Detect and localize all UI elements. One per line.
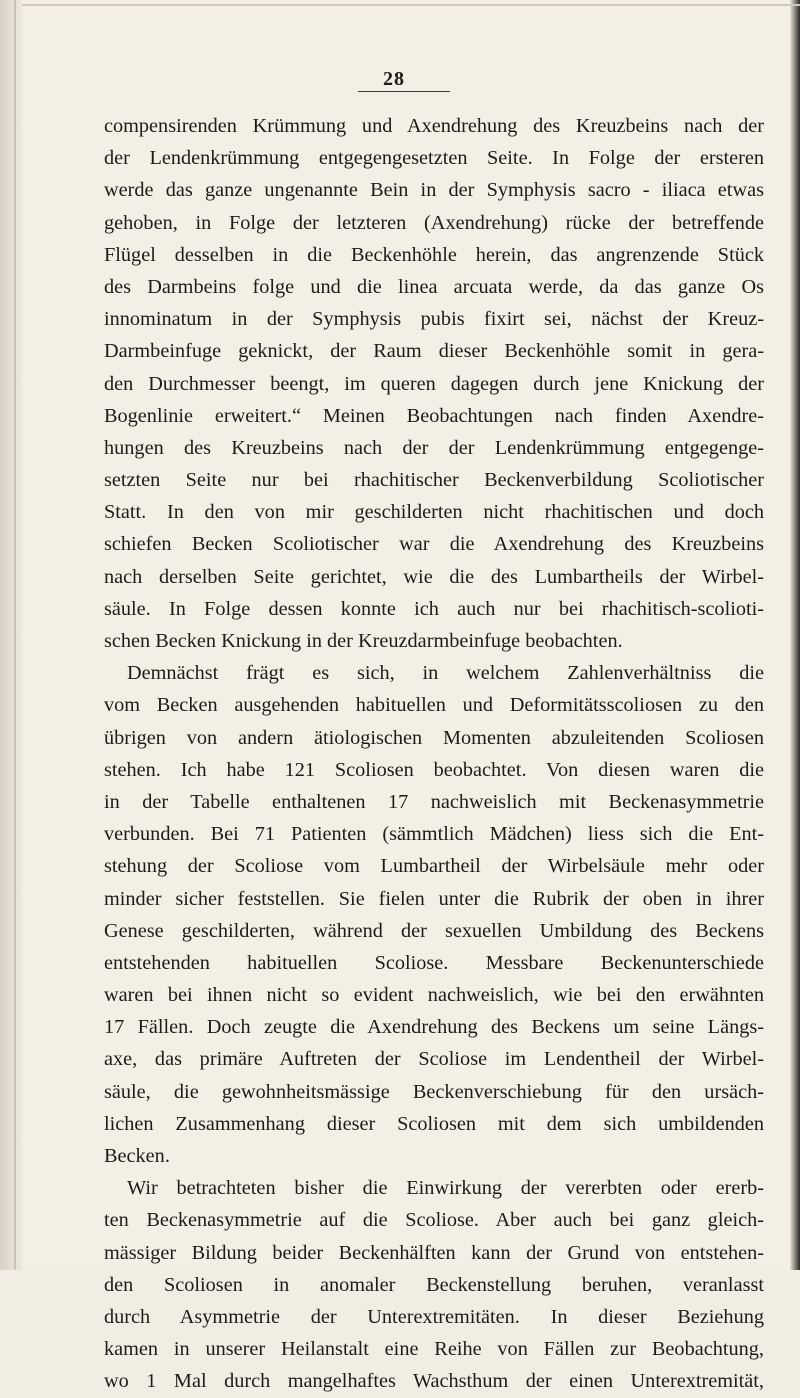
text-line: stehen. Ich habe 121 Scoliosen beobachtet. Von diesen waren die [104,758,764,781]
text-line: den Durchmesser beengt, im queren dagegen durch jene Knickung der [104,372,764,395]
text-line: wo 1 Mal durch mangelhaftes Wachsthum der einen Unterextremität, [104,1370,764,1393]
text-line: Genese geschilderten, während der sexuellen Umbildung des Beckens [104,919,764,942]
text-line: setzten Seite nur bei rhachitischer Beckenverbildung Scoliotischer [104,469,764,492]
text-line: mässiger Bildung beider Beckenhälften kann der Grund von entstehen- [104,1241,764,1264]
text-line: waren bei ihnen nicht so evident nachweislich, wie bei den erwähnten [104,984,764,1007]
text-line: des Darmbeins folge und die linea arcuata werde, da das ganze Os [104,275,764,298]
text-line: Bogenlinie erweitert.“ Meinen Beobachtungen nach finden Axendre- [104,404,764,427]
text-line: durch Asymmetrie der Unterextremitäten. In dieser Beziehung [104,1305,764,1328]
text-line: schen Becken Knickung in der Kreuzdarmbeinfuge beobachten. [104,630,623,652]
text-line: innominatum in der Symphysis pubis fixirt sei, nächst der Kreuz- [104,308,764,331]
text-line: ten Beckenasymmetrie auf die Scoliose. Aber auch bei ganz gleich- [104,1209,764,1232]
text-line: werde das ganze ungenannte Bein in der Symphysis sacro - iliaca etwas [104,179,764,202]
text-line: 17 Fällen. Doch zeugte die Axendrehung des Beckens um seine Längs- [104,1016,764,1039]
text-line: axe, das primäre Auftreten der Scoliose im Lendentheil der Wirbel- [104,1048,764,1071]
text-line: Darmbeinfuge geknickt, der Raum dieser Beckenhöhle somit in gera- [104,340,764,363]
text-line: lichen Zusammenhang dieser Scoliosen mit dem sich umbildenden [104,1112,764,1135]
text-line: entstehenden habituellen Scoliose. Messbare Beckenunterschiede [104,951,764,974]
text-line: kamen in unserer Heilanstalt eine Reihe von Fällen zur Beobachtung, [104,1338,764,1361]
top-edge [22,4,800,6]
text-line: compensirenden Krümmung und Axendrehung des Kreuzbeins nach der [104,115,764,137]
text-line: hungen des Kreuzbeins nach der der Lendenkrümmung entgegenge- [104,436,764,459]
page-gutter [0,0,22,1270]
paragraph-start-line: Demnächst frägt es sich, in welchem Zahlenverhältniss die [127,662,764,685]
text-line: Flügel desselben in die Beckenhöhle herein, das angrenzende Stück [104,243,764,266]
text-line: stehung der Scoliose vom Lumbartheil der Wirbelsäule mehr oder [104,855,764,878]
text-line: in der Tabelle enthaltenen 17 nachweislich mit Beckenasymmetrie [104,790,764,813]
text-line: Statt. In den von mir geschilderten nicht rhachitischen und doch [104,501,764,524]
text-line: säule, die gewohnheitsmässige Beckenverschiebung für den ursäch- [104,1080,764,1103]
text-line: vom Becken ausgehenden habituellen und Deformitätsscoliosen zu den [104,694,764,717]
text-line: nach derselben Seite gerichtet, wie die des Lumbartheils der Wirbel- [104,565,764,588]
text-line: verbunden. Bei 71 Patienten (sämmtlich Mädchen) liess sich die Ent- [104,823,764,846]
text-line: Becken. [104,1145,170,1167]
paragraph-start-line: Wir betrachteten bisher die Einwirkung der vererbten oder ererb- [127,1177,764,1200]
page-number: 28 [383,68,405,90]
text-line: gehoben, in Folge der letzteren (Axendrehung) rücke der betreffende [104,211,764,234]
text-line: säule. In Folge dessen konnte ich auch nur bei rhachitisch-scolioti- [104,597,764,620]
text-line: minder sicher feststellen. Sie fielen unter die Rubrik der oben in ihrer [104,887,764,910]
text-line: den Scoliosen in anomaler Beckenstellung beruhen, veranlasst [104,1273,764,1296]
text-line: übrigen von andern ätiologischen Momenten abzuleitenden Scoliosen [104,726,764,749]
page-edge-shadow [790,0,800,1270]
body-text [104,110,764,1398]
text-line: der Lendenkrümmung entgegengesetzten Seite. In Folge der ersteren [104,147,764,170]
page-number-underline [358,91,450,92]
text-line: schiefen Becken Scoliotischer war die Axendrehung des Kreuzbeins [104,533,764,556]
